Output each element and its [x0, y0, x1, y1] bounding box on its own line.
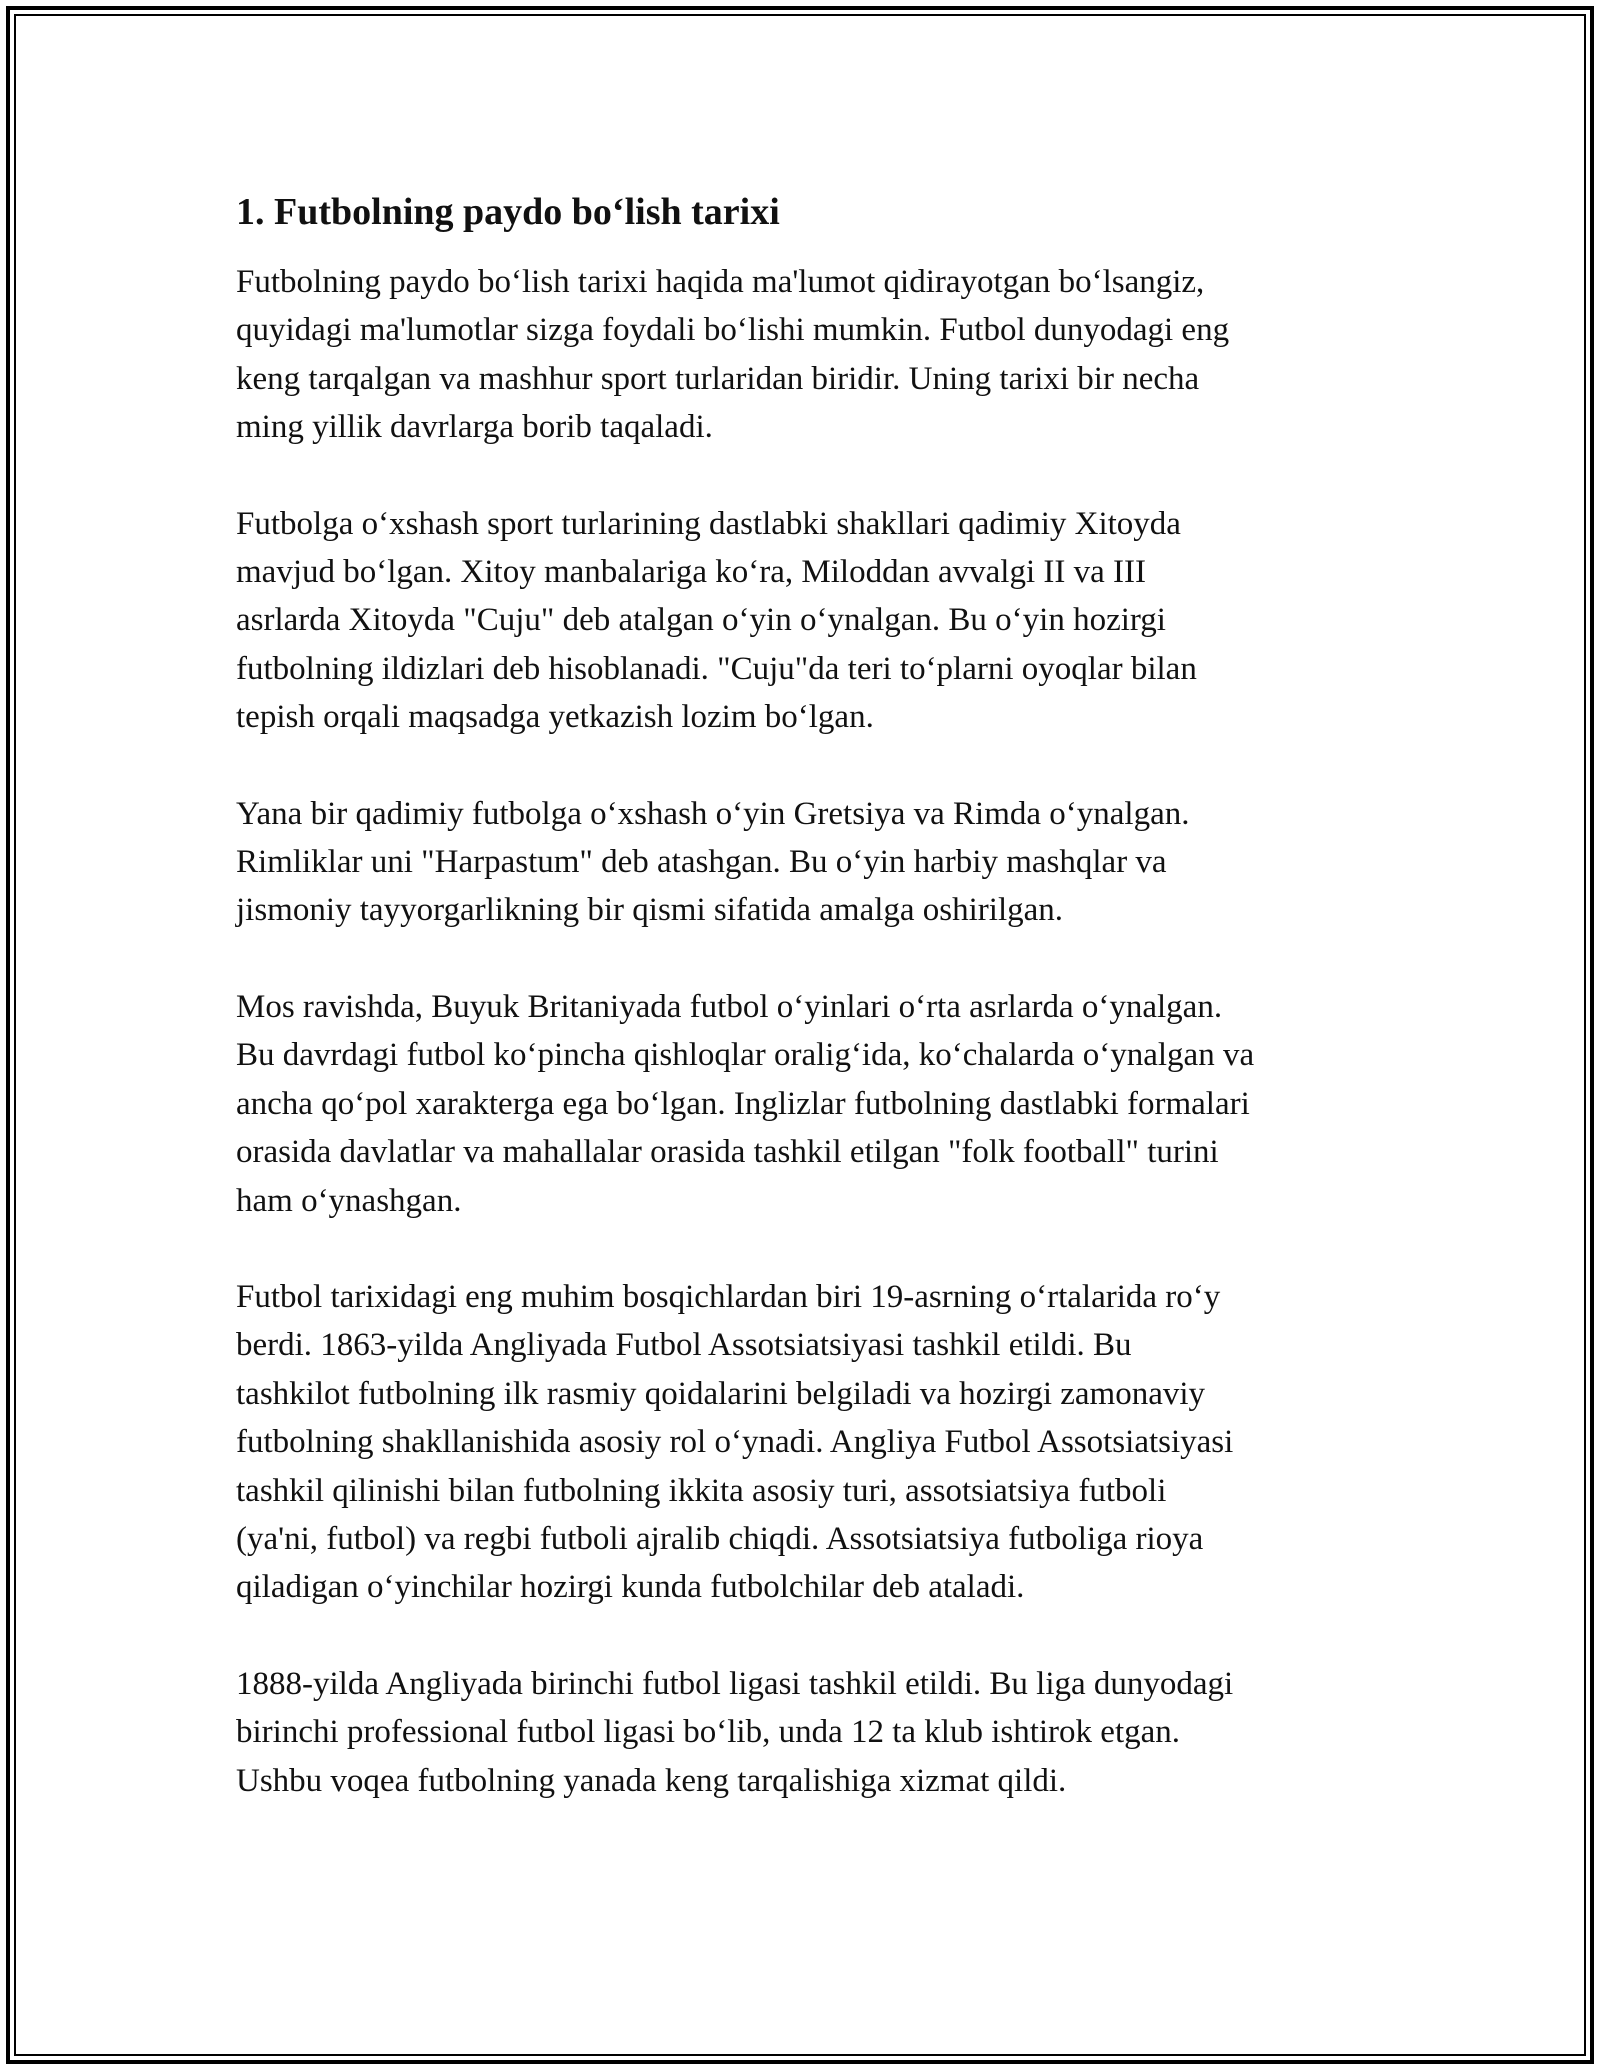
paragraph-intro: Futbolning paydo bo‘lish tarixi haqida ma'lumot qidirayotgan bo‘lsangiz, quyidagi ma'lumotlar sizga foydali bo‘lishi mumkin. Futbol dunyodagi eng keng tarqalgan va mashhur sport turlaridan biridir. Uning tarixi bir necha ming yillik davrlarga borib taqaladi. [236, 264, 1230, 446]
paragraph-greece-rome: Yana bir qadimiy futbolga o‘xshash o‘yin Gretsiya va Rimda o‘ynalgan. Rimliklar uni "Harpastum" deb atashgan. Bu o‘yin harbiy mashqlar va jismoniy tayyorgarlikning bir qismi sifatida amalga oshirilgan. [236, 795, 1190, 929]
paragraph-britain-middle-ages: Mos ravishda, Buyuk Britaniyada futbol o‘yinlari o‘rta asrlarda o‘ynalgan. Bu davrdagi futbol ko‘pincha qishloqlar oralig‘ida, ko‘chalarda o‘ynalgan va ancha qo‘pol xarakterga ega bo‘lgan. Inglizlar futbolning dastlabki formalari orasida davlatlar va mahallalar orasida tashkil etilgan "folk football" turini ham o‘ynashgan. [236, 988, 1255, 1219]
paragraph-first-league: 1888-yilda Angliyada birinchi futbol ligasi tashkil etildi. Bu liga dunyodagi birinchi professional futbol ligasi bo‘lib, unda 12 ta klub ishtirok etgan. Ushbu voqea futbolning yanada keng tarqalishiga xizmat qildi. [236, 1665, 1234, 1799]
document-body [236, 184, 1376, 1853]
paragraph-football-association: Futbol tarixidagi eng muhim bosqichlardan biri 19-asrning o‘rtalarida ro‘y berdi. 1863-yilda Angliyada Futbol Assotsiatsiyasi tashkil etildi. Bu tashkilot futbolning ilk rasmiy qoidalarini belgiladi va hozirgi zamonaviy futbolning shakllanishida asosiy rol o‘ynadi. Angliya Futbol Assotsiatsiyasi tashkil qilinishi bilan futbolning ikkita asosiy turi, assotsiatsiya futboli (ya'ni, futbol) va regbi futboli ajralib chiqdi. Assotsiatsiya futboliga rioya qiladigan o‘yinchilar hozirgi kunda futbolchilar deb ataladi. [236, 1278, 1234, 1606]
section-heading: 1. Futbolning paydo bo‘lish tarixi [236, 191, 780, 233]
paragraph-china-cuju: Futbolga o‘xshash sport turlarining dastlabki shakllari qadimiy Xitoyda mavjud bo‘lgan. Xitoy manbalariga ko‘ra, Miloddan avvalgi II va III asrlarda Xitoyda "Cuju" deb atalgan o‘yin o‘ynalgan. Bu o‘yin hozirgi futbolning ildizlari deb hisoblanadi. "Cuju"da teri to‘plarni oyoqlar bilan tepish orqali maqsadga yetkazish lozim bo‘lgan. [236, 505, 1197, 736]
